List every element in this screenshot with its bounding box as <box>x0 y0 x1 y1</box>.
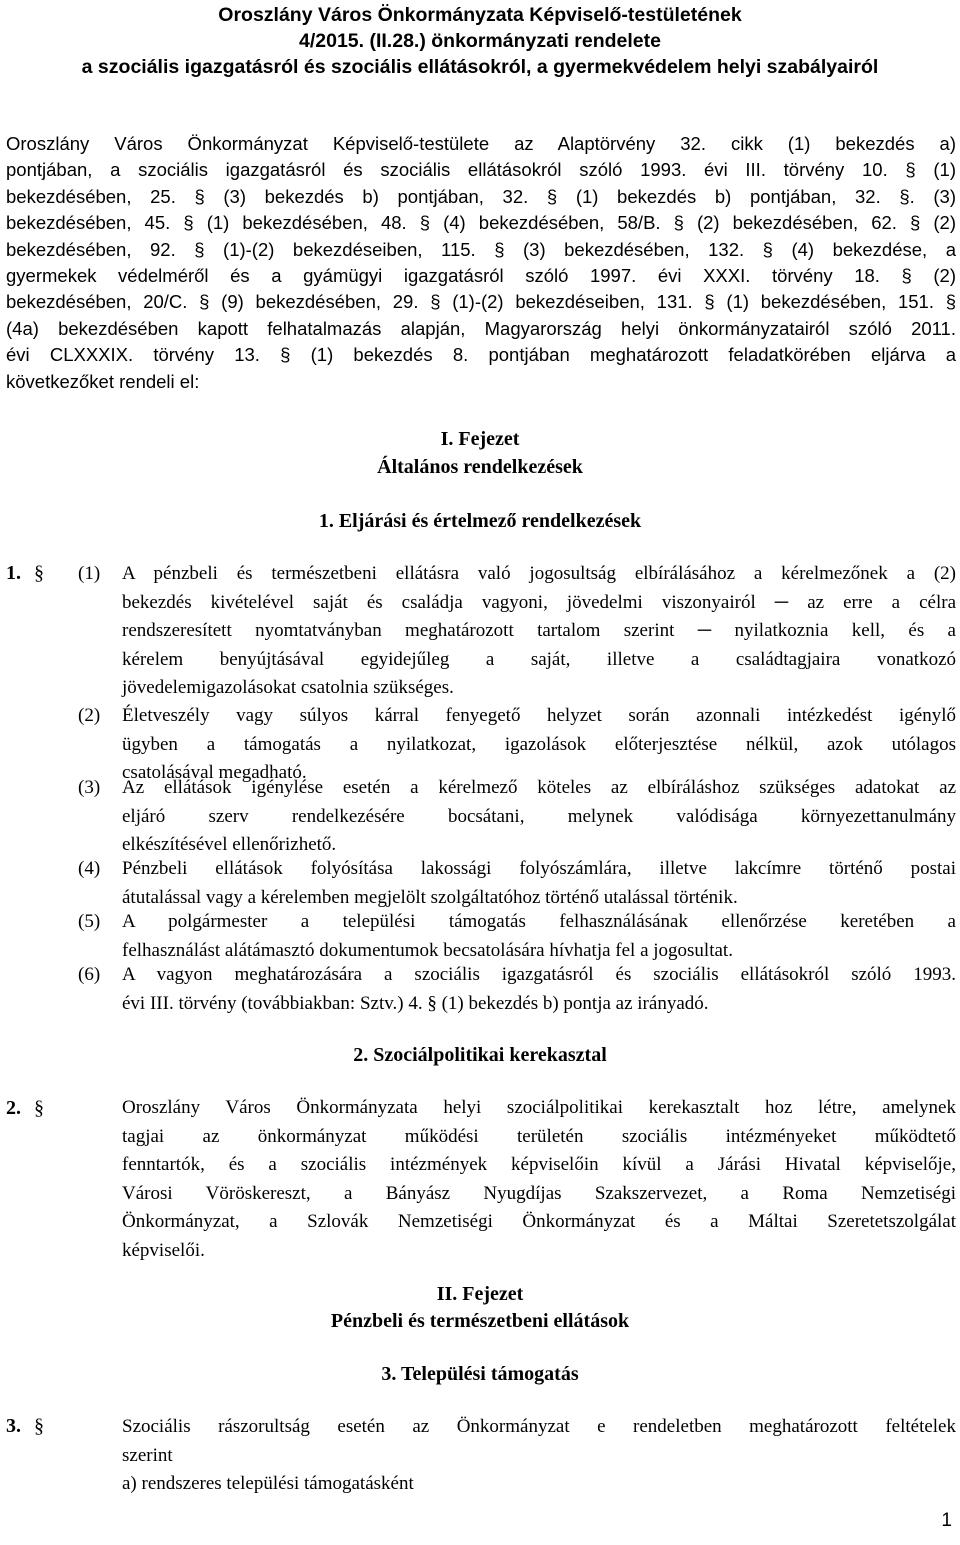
chapter-title: Pénzbeli és természetbeni ellátások <box>330 1310 630 1332</box>
text-line: ügyben a támogatás a nyilatkozat, igazolások előterjesztése nélkül, azok utólagos <box>122 733 956 755</box>
subsection <box>78 908 956 965</box>
text-line: Önkormányzat, a Szlovák Nemzetiségi Önkormányzat és a Máltai Szeretetszolgálat <box>122 1211 956 1232</box>
text-line: képviselői. <box>122 1239 205 1261</box>
text-line: szerint <box>122 1444 173 1466</box>
subsection <box>78 961 956 1018</box>
text-line: jövedelemigazolásokat csatolnia szükséges. <box>122 677 454 698</box>
title-line: a szociális igazgatásról és szociális ellátásokról, a gyermekvédelem helyi szabályairól <box>81 56 879 78</box>
document-title <box>0 2 960 80</box>
text-line: A pénzbeli és természetbeni ellátásra való jogosultság elbírálásához a kérelmezőnek a (2) <box>122 563 956 584</box>
text-line: évi III. törvény (továbbiakban: Sztv.) 4. § (1) bekezdés b) pontja az irányadó. <box>122 992 709 1014</box>
paragraph-text <box>122 1413 956 1499</box>
text-line: eljáró szerv rendelkezésére bocsátani, melynek valódisága környezettanulmány <box>122 805 956 827</box>
section-symbol: § <box>34 1097 44 1119</box>
text-line: kérelem benyújtásával egyidejűleg a saját, illetve a családtagjaira vonatkozó <box>122 648 956 670</box>
paragraph-number: 1. <box>6 562 21 584</box>
page-number: 1 <box>941 1510 952 1531</box>
paragraph-number: 2. <box>6 1097 21 1119</box>
text-line: Szociális rászorultság esetén az Önkormányzat e rendeletben meghatározott feltételek <box>122 1416 956 1437</box>
text-line: A vagyon meghatározására a szociális igazgatásról és szociális ellátásokról szóló 1993. <box>122 964 956 985</box>
section-title: 3. Települési támogatás <box>381 1363 579 1385</box>
subsection <box>78 560 956 703</box>
subsection-number: (5) <box>78 911 101 932</box>
text-line: átutalással vagy a kérelemben megjelölt szolgáltatóhoz történő utalással történik. <box>122 886 738 908</box>
text-line: fenntartók, és a szociális intézmények képviselőin kívül a Járási Hivatal képviselője, <box>122 1154 956 1175</box>
preamble-line: bekezdésében, 25. § (3) bekezdés b) pontjában, 32. § (1) bekezdés b) pontjában, 32. §. (3) <box>6 185 956 207</box>
section-title: 2. Szociálpolitikai kerekasztal <box>353 1044 607 1066</box>
subsection <box>78 774 956 860</box>
text-line: Pénzbeli ellátások folyósítása lakossági folyószámlára, illetve lakcímre történő postai <box>122 858 956 879</box>
subsection-number: (2) <box>78 705 101 726</box>
text-line: elkészítésével ellenőrizhető. <box>122 834 337 855</box>
subsection-number: (4) <box>78 858 101 879</box>
title-line: Oroszlány Város Önkormányzata Képviselő-testületének <box>218 4 742 26</box>
preamble-line: Oroszlány Város Önkormányzat Képviselő-testülete az Alaptörvény 32. cikk (1) bekezdés a) <box>6 133 956 154</box>
text-line: tagjai az önkormányzat működési területén szociális intézményeket működtető <box>122 1125 956 1147</box>
text-line: Életveszély vagy súlyos kárral fenyegető helyzet során azonnali intézkedést igénylő <box>122 705 956 726</box>
chapter-number: II. Fejezet <box>436 1283 524 1305</box>
text-line: felhasználást alátámasztó dokumentumok becsatolására hívhatja fel a jogosultat. <box>122 939 733 961</box>
subsection-number: (3) <box>78 777 101 798</box>
section-symbol: § <box>34 1415 44 1437</box>
text-line: rendszeresített nyomtatványban meghatározott tartalom szerint ─ nyilatkoznia kell, és a <box>122 620 956 641</box>
paragraph-number: 3. <box>6 1415 21 1437</box>
text-line: A polgármester a települési támogatás felhasználásának ellenőrzése keretében a <box>122 911 956 932</box>
preamble-line: gyermekek védelméről és a gyámügyi igazgatásról szóló 1997. évi XXXI. törvény 18. § (2) <box>6 265 956 287</box>
section-title: 1. Eljárási és értelmező rendelkezések <box>318 510 642 532</box>
text-line: bekezdés kivételével saját és családja vagyoni, jövedelmi viszonyairól ─ az erre a célra <box>122 591 956 613</box>
text-line: a) rendszeres települési támogatásként <box>122 1473 414 1494</box>
text-line: Oroszlány Város Önkormányzata helyi szociálpolitikai kerekasztalt hoz létre, amelynek <box>122 1097 956 1118</box>
text-line: csatolásával megadható. <box>122 762 307 783</box>
chapter-number: I. Fejezet <box>440 428 520 450</box>
chapter-title: Általános rendelkezések <box>377 456 583 478</box>
subsection-number: (6) <box>78 964 101 985</box>
title-line: 4/2015. (II.28.) önkormányzati rendelete <box>299 30 661 52</box>
section-symbol: § <box>34 562 44 584</box>
text-line: Az ellátások igénylése esetén a kérelmező köteles az elbíráláshoz szükséges adatokat az <box>122 777 956 798</box>
preamble-line: pontjában, a szociális igazgatásról és szociális ellátásokról szóló 1993. évi III. törvény 10. § (1) <box>6 159 956 181</box>
preamble-line: következőket rendeli el: <box>6 370 200 392</box>
preamble <box>6 131 956 395</box>
preamble-line: bekezdésében, 92. § (1)-(2) bekezdéseiben, 115. § (3) bekezdésében, 132. § (4) bekezdése, a <box>6 238 956 260</box>
subsection <box>78 855 956 912</box>
paragraph-text <box>122 1094 956 1265</box>
preamble-line: bekezdésében, 20/C. § (9) bekezdésében, 29. § (1)-(2) bekezdéseiben, 131. § (1) bekezdésében, 151. § <box>6 291 956 313</box>
preamble-line: évi CLXXXIX. törvény 13. § (1) bekezdés 8. pontjában meghatározott feladatkörében eljárva a <box>6 344 956 366</box>
text-line: Városi Vöröskereszt, a Bányász Nyugdíjas Szakszervezet, a Roma Nemzetiségi <box>122 1182 956 1204</box>
preamble-line: (4a) bekezdésében kapott felhatalmazás alapján, Magyarország helyi önkormányzatairól szóló 2011. <box>6 317 956 339</box>
subsection-number: (1) <box>78 563 101 584</box>
preamble-line: bekezdésében, 45. § (1) bekezdésében, 48. § (4) bekezdésében, 58/B. § (2) bekezdésében, 62. § (2) <box>6 212 956 234</box>
